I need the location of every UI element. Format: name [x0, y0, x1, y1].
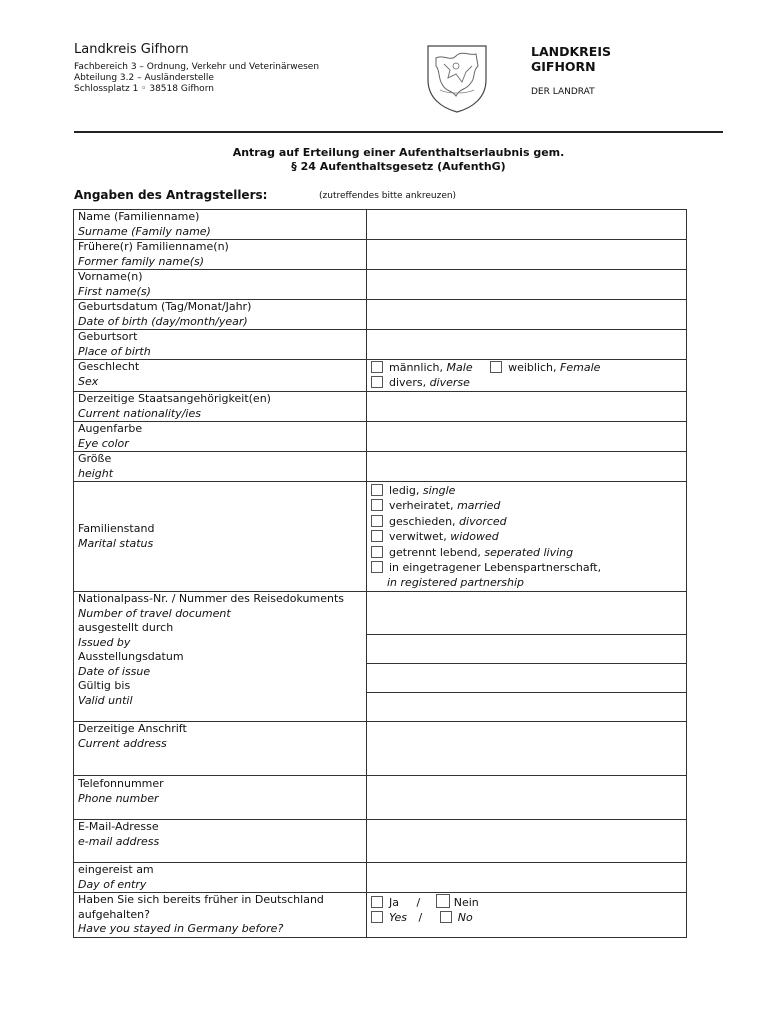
phone-input[interactable] [367, 776, 687, 820]
checkbox-female[interactable] [490, 361, 502, 373]
label-en: Current nationality/ies [78, 406, 201, 420]
row-first-name [74, 270, 687, 300]
row-sex [74, 360, 687, 392]
label-de: Derzeitige Staatsangehörigkeit(en) [78, 392, 271, 405]
checkbox-married[interactable] [371, 499, 383, 511]
label-de: E-Mail-Adresse [78, 820, 159, 833]
label-passport-en: Number of travel document [78, 606, 231, 620]
passport-number-input[interactable] [367, 592, 686, 635]
label-en: Current address [78, 736, 167, 750]
option-female[interactable]: weiblich, Female [490, 361, 600, 374]
issue-date-input[interactable] [367, 664, 686, 693]
option-divorced[interactable]: geschieden, divorced [371, 514, 682, 529]
label-de: Geschlecht [78, 360, 140, 373]
row-phone [74, 776, 687, 820]
option-yes[interactable]: Yes [371, 911, 407, 924]
label-issued-by-de: ausgestellt durch [78, 621, 174, 634]
checkbox-divorced[interactable] [371, 515, 383, 527]
option-widowed[interactable]: verwitwet, widowed [371, 529, 682, 544]
label-de: Derzeitige Anschrift [78, 722, 187, 735]
label-en: Former family name(s) [78, 254, 205, 268]
checkbox-partnership[interactable] [371, 561, 383, 573]
label-en: e-mail address [78, 834, 160, 848]
label-issued-by-en: Issued by [78, 635, 131, 649]
header-divider [74, 131, 723, 133]
row-surname [74, 210, 687, 240]
dept-line-1: Fachbereich 3 – Ordnung, Verkehr und Veterinärwesen [74, 62, 320, 72]
address-input[interactable] [367, 722, 687, 776]
row-pob [74, 330, 687, 360]
label-de: Augenfarbe [78, 422, 143, 435]
row-height [74, 452, 687, 482]
label-de: Haben Sie sich bereits früher in Deutschland aufgehalten? [78, 893, 324, 921]
entry-date-input[interactable] [367, 863, 687, 893]
dob-input[interactable] [367, 300, 687, 330]
checkbox-single[interactable] [371, 484, 383, 496]
nationality-input[interactable] [367, 392, 687, 422]
label-passport-de: Nationalpass-Nr. / Nummer des Reisedokuments [78, 592, 345, 605]
logo-line-2: GIFHORN [531, 59, 596, 74]
row-nationality [74, 392, 687, 422]
option-ja[interactable]: Ja [371, 896, 399, 909]
dept-line-2: Abteilung 3.2 – Ausländerstelle [74, 73, 214, 83]
applicant-form-table [73, 209, 687, 938]
option-male[interactable]: männlich, Male [371, 361, 473, 374]
label-de: eingereist am [78, 863, 154, 876]
option-nein[interactable]: Nein [436, 896, 479, 909]
authority-header [74, 42, 319, 95]
first-name-input[interactable] [367, 270, 687, 300]
label-en: Marital status [78, 536, 154, 550]
option-married[interactable]: verheiratet, married [371, 498, 682, 513]
option-separated[interactable]: getrennt lebend, seperated living [371, 545, 682, 560]
title-line-2: § 24 Aufenthaltsgesetz (AufenthG) [291, 160, 506, 173]
label-de: Name (Familienname) [78, 210, 200, 223]
option-partnership-en: in registered partnership [387, 576, 524, 590]
surname-input[interactable] [367, 210, 687, 240]
email-input[interactable] [367, 820, 687, 863]
section-heading: Angaben des Antragstellers: [74, 188, 268, 202]
label-de: Geburtsdatum (Tag/Monat/Jahr) [78, 300, 252, 313]
row-former-name [74, 240, 687, 270]
row-travel-document [74, 592, 687, 722]
label-en: Phone number [78, 791, 159, 805]
title-line-1: Antrag auf Erteilung einer Aufenthaltserlaubnis gem. [232, 146, 565, 159]
option-single[interactable]: ledig, single [371, 483, 682, 498]
checkbox-no[interactable] [436, 894, 450, 908]
section-note: (zutreffendes bitte ankreuzen) [319, 191, 457, 201]
option-no[interactable]: No [440, 911, 473, 924]
label-en: Sex [78, 374, 99, 388]
logo-subtitle: DER LANDRAT [531, 87, 595, 97]
label-de: Telefonnummer [78, 777, 164, 790]
logo-line-1: LANDKREIS [531, 44, 611, 59]
label-en: Have you stayed in Germany before? [78, 922, 284, 935]
eye-color-input[interactable] [367, 422, 687, 452]
height-input[interactable] [367, 452, 687, 482]
issued-by-input[interactable] [367, 635, 686, 664]
coat-of-arms-icon [426, 44, 488, 114]
checkbox-widowed[interactable] [371, 530, 383, 542]
label-en: Eye color [78, 436, 129, 450]
former-name-input[interactable] [367, 240, 687, 270]
row-marital [74, 482, 687, 592]
label-de: Familienstand [78, 522, 155, 535]
label-de: Vorname(n) [78, 270, 143, 283]
address-line: Schlossplatz 1 ◦ 38518 Gifhorn [74, 84, 214, 94]
label-en: First name(s) [78, 284, 151, 298]
label-en: Surname (Family name) [78, 224, 211, 238]
checkbox-separated[interactable] [371, 546, 383, 558]
row-stayed-before: Haben Sie sich bereits früher in Deutschland aufgehalten? Have you stayed in Germany before? Ja / Nein Yes / No [74, 893, 687, 938]
label-en: Date of birth (day/month/year) [78, 314, 248, 328]
label-de: Geburtsort [78, 330, 138, 343]
authority-logo-text [531, 44, 611, 97]
label-valid-en: Valid until [78, 693, 133, 707]
label-en: Place of birth [78, 344, 151, 358]
label-de: Größe [78, 452, 112, 465]
org-name: Landkreis Gifhorn [74, 42, 189, 57]
row-entry [74, 863, 687, 893]
valid-until-input[interactable] [367, 693, 686, 721]
label-valid-de: Gültig bis [78, 679, 131, 692]
form-title [74, 146, 723, 174]
checkbox-no-en[interactable] [440, 911, 452, 923]
label-en: height [78, 466, 114, 480]
row-email [74, 820, 687, 863]
row-dob [74, 300, 687, 330]
pob-input[interactable] [367, 330, 687, 360]
checkbox-male[interactable] [371, 361, 383, 373]
option-partnership[interactable]: in eingetragener Lebenspartnerschaft, [371, 560, 682, 575]
checkbox-diverse[interactable] [371, 376, 383, 388]
option-diverse[interactable]: divers, diverse [371, 376, 682, 391]
checkbox-yes-en[interactable] [371, 911, 383, 923]
label-en: Day of entry [78, 877, 147, 891]
marital-options [367, 482, 687, 592]
row-address [74, 722, 687, 776]
label-de: Frühere(r) Familienname(n) [78, 240, 229, 253]
label-issue-date-de: Ausstellungsdatum [78, 650, 184, 663]
row-eye-color [74, 422, 687, 452]
checkbox-yes[interactable] [371, 896, 383, 908]
label-issue-date-en: Date of issue [78, 664, 151, 678]
